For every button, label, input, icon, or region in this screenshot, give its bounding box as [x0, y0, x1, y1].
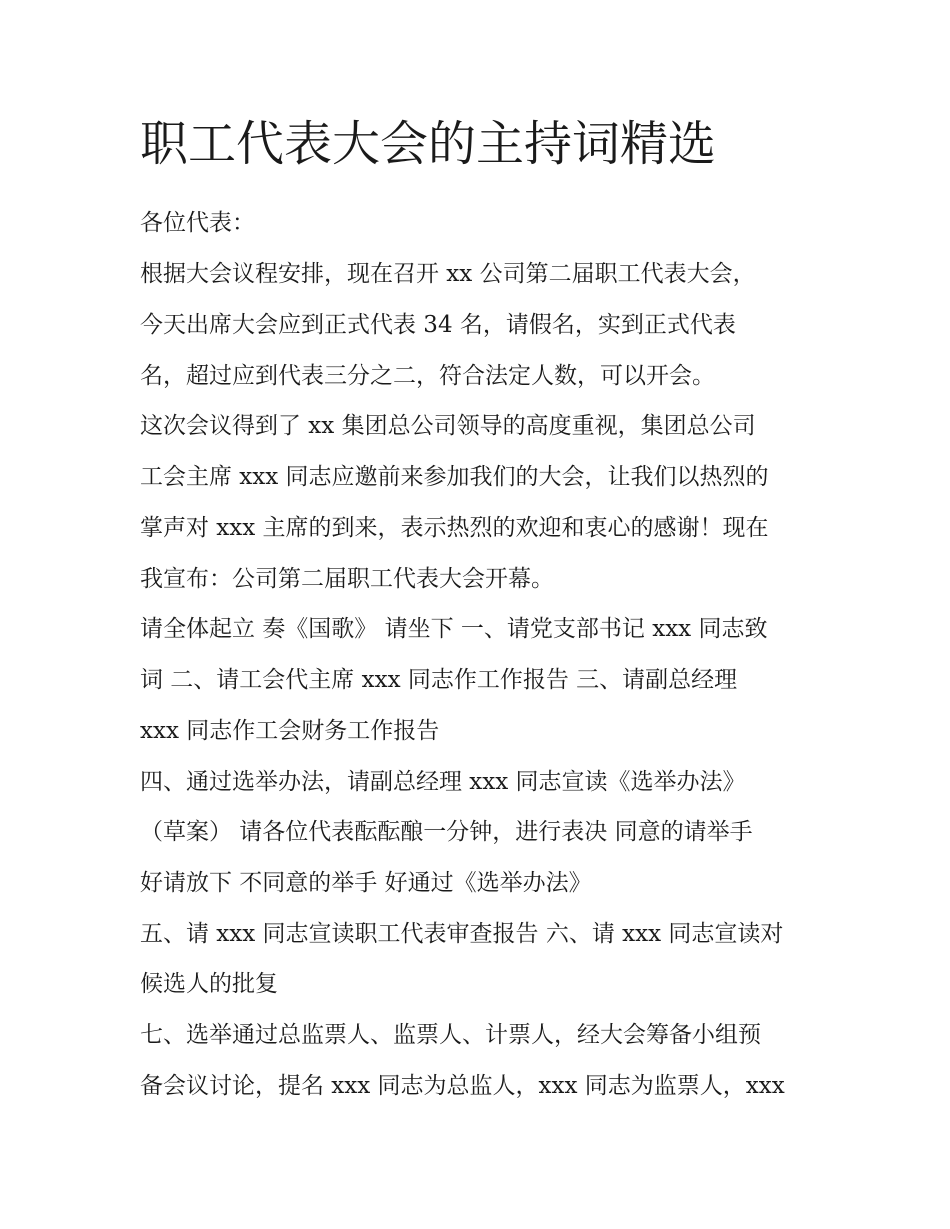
paragraph-line: 今天出席大会应到正式代表 34 名，请假名，实到正式代表 — [140, 312, 736, 338]
paragraph-line: xxx 同志作工会财务工作报告 — [140, 718, 440, 744]
document-title: 职工代表大会的主持词精选 — [140, 116, 717, 172]
paragraph-line: 五、请 xxx 同志宣读职工代表审查报告 六、请 xxx 同志宣读对 — [140, 921, 784, 947]
paragraph-line: （草案） 请各位代表酝酝酿一分钟，进行表决 同意的请举手 — [140, 819, 753, 845]
paragraph-line: 请全体起立 奏《国歌》 请坐下 一、请党支部书记 xxx 同志致 — [140, 616, 768, 642]
paragraph-line: 根据大会议程安排，现在召开 xx 公司第二届职工代表大会， — [140, 261, 756, 287]
paragraph-line: 这次会议得到了 xx 集团总公司领导的高度重视，集团总公司 — [140, 413, 756, 439]
paragraph-line: 候选人的批复 — [140, 971, 278, 997]
paragraph-line: 掌声对 xxx 主席的到来，表示热烈的欢迎和衷心的感谢！现在 — [140, 515, 769, 541]
paragraph-line: 各位代表： — [140, 210, 255, 236]
paragraph-line: 名，超过应到代表三分之二，符合法定人数，可以开会。 — [140, 363, 715, 389]
paragraph-line: 好请放下 不同意的举手 好通过《选举办法》 — [140, 870, 592, 896]
paragraph-line: 工会主席 xxx 同志应邀前来参加我们的大会，让我们以热烈的 — [140, 464, 769, 490]
paragraph-line: 四、通过选举办法，请副总经理 xxx 同志宣读《选举办法》 — [140, 769, 746, 795]
paragraph-line: 七、选举通过总监票人、监票人、计票人，经大会筹备小组预 — [140, 1022, 761, 1048]
paragraph-line: 我宣布：公司第二届职工代表大会开幕。 — [140, 566, 554, 592]
paragraph-line: 词 二、请工会代主席 xxx 同志作工作报告 三、请副总经理 — [140, 667, 738, 693]
paragraph-line: 备会议讨论，提名 xxx 同志为总监人，xxx 同志为监票人，xxx — [140, 1073, 785, 1099]
